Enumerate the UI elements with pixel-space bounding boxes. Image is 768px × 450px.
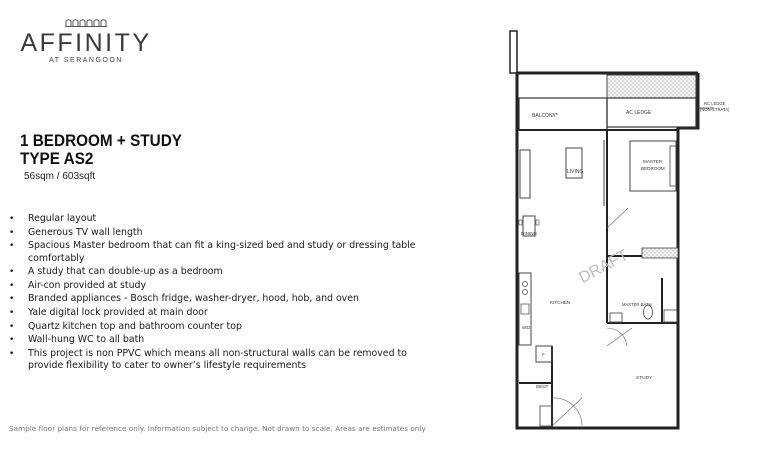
feature-item: • Quartz kitchen top and bathroom counter top	[8, 321, 428, 333]
feature-item: • Spacious Master bedroom that can fit a king-sized bed and study or dressing table comfortably	[8, 240, 428, 265]
unit-title	[20, 132, 182, 168]
master-bedroom-label-2: BEDROOM	[641, 166, 665, 171]
rc-ledge-label: RC LEDGE	[704, 101, 726, 106]
draft-watermark: DRAFT	[576, 246, 632, 287]
feature-item: • Generous TV wall length	[8, 227, 428, 239]
feature-item: • This project is non PPVC which means all non-structural walls can be removed to provide flexibility to cater to owner’s lifestyle requirements	[8, 348, 428, 373]
dining-chair	[536, 220, 539, 225]
unit-area: 56sqm / 603sqft	[24, 171, 96, 182]
brand-logo	[6, 18, 166, 64]
fridge-label: F	[542, 352, 545, 357]
study-label: STUDY	[636, 376, 653, 381]
feature-item: • Branded appliances - Bosch fridge, washer-dryer, hood, hob, and oven	[8, 293, 428, 305]
feature-item: • A study that can double-up as a bedroom	[8, 266, 428, 278]
master-bath-vanity	[610, 313, 622, 322]
unit-title-line2: TYPE AS2	[20, 149, 94, 168]
ac-ledge-label: AC LEDGE	[626, 110, 652, 116]
washer-dryer-label: W/D	[522, 325, 531, 330]
living-label: LIVING	[567, 169, 584, 175]
unit-title-line1: 1 BEDROOM + STUDY	[20, 131, 182, 150]
brand-subtitle: AT SERANGOON	[49, 57, 123, 64]
kitchen-label: KITCHEN	[550, 300, 571, 305]
floor-plan	[490, 28, 730, 438]
disclaimer: Sample floor plans for reference only. Information subject to change. Not drawn to scale. Areas are estimates only	[9, 424, 426, 433]
wardrobe	[642, 248, 678, 258]
feature-list	[8, 213, 428, 374]
rc-ledge-strip	[607, 75, 696, 98]
wc	[644, 305, 653, 319]
db-st-label: DB/ST	[536, 384, 549, 389]
feature-item: • Regular layout	[8, 213, 428, 225]
study-door-swing	[607, 328, 632, 346]
hob	[523, 282, 528, 287]
master-bath-label: MASTER BATH	[622, 302, 652, 307]
feature-item: • Air-con provided at study	[8, 280, 428, 292]
feature-item: • Yale digital lock provided at main door	[8, 307, 428, 319]
rc-ledge-note: (NON-STRATA)	[700, 107, 730, 112]
sofa	[520, 150, 530, 198]
dining-label: DINING	[521, 231, 538, 236]
rc-ledge-column	[510, 31, 517, 73]
shower	[664, 310, 677, 322]
brand-name: AFFINITY	[20, 29, 152, 57]
logo-mark-icon	[65, 18, 107, 27]
sink	[521, 304, 529, 314]
feature-item: • Wall-hung WC to all bath	[8, 334, 428, 346]
main-door-swing	[552, 398, 582, 426]
dining-chair	[519, 220, 522, 225]
bedroom-door-swing	[607, 208, 628, 228]
master-bedroom-label: MASTER	[643, 159, 663, 164]
hob	[523, 290, 528, 295]
shoe-cabinet	[540, 406, 552, 426]
pillow	[670, 146, 676, 186]
balcony-label: BALCONY*	[532, 113, 558, 119]
